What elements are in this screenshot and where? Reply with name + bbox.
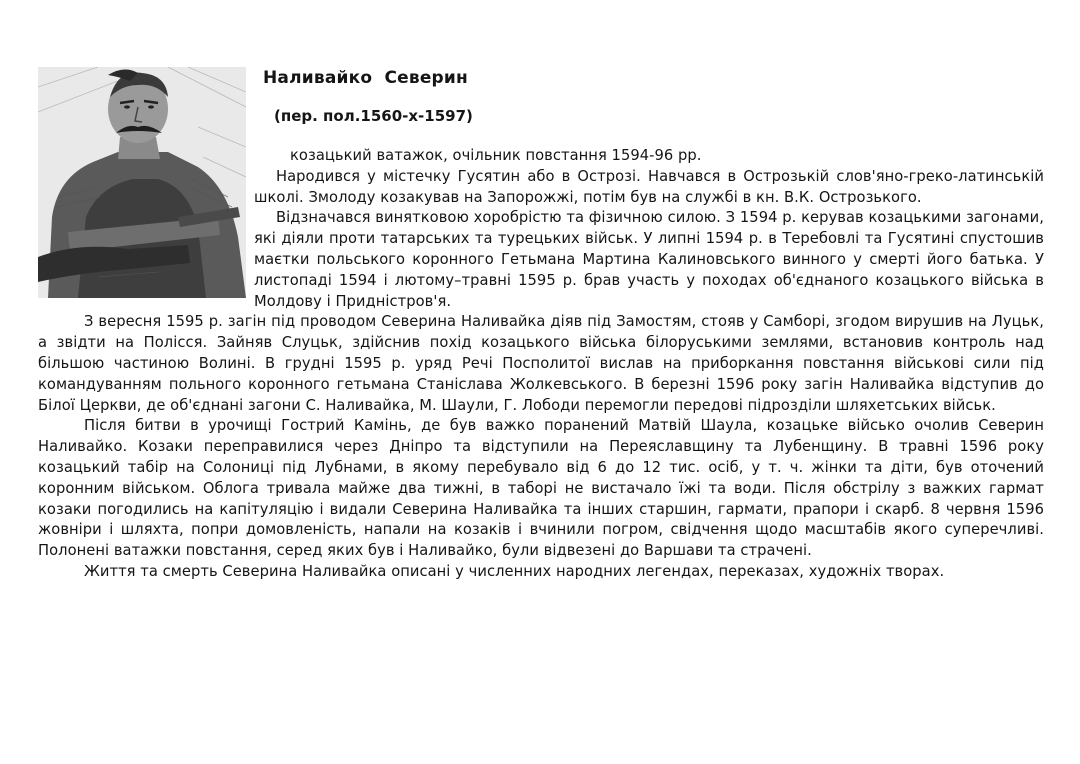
portrait-spacer [38, 146, 254, 307]
paragraph-campaign-1595: З вересня 1595 р. загін під проводом Северина Наливайка діяв під Замостям, стояв у Самборі, згодом вирушив на Луцьк, а звідти на Полісся. Зайняв Слуцьк, здійснив похід козацького війська білоруськими землями, встановив контроль над більшою частиною Волині. В грудні 1595 р. уряд Речі Посполитої вислав на приборкання повстання військові сили під командуванням польного коронного гетьмана Станіслава Жолкевського. В березні 1596 року загін Наливайка відступив до Білої Церкви, де об'єднані загони С. Наливайка, М. Шаули, Г. Лободи перемогли передові підрозділи шляхетських військ. [38, 313, 1044, 414]
paragraph-birth: Народився у містечку Гусятин або в Острозі. Навчався в Острозькій слов'яно-греко-латинській школі. Змолоду козакував на Запорожжі, потім був на службі в кн. В.К. Острозького. [254, 167, 1044, 206]
page-title: Наливайко Северин [263, 68, 468, 88]
article-body [38, 146, 1044, 583]
paragraph-bravery: Відзначався винятковою хоробрістю та фізичною силою. З 1594 р. керував козацькими загонами, які діяли проти татарських та турецьких військ. У липні 1594 р. в Теребовлі та Гусятині спустошив маєтки польського коронного Гетьмана Мартина Калиновського винного у смерті його батька. У листопаді 1594 і лютому–травні 1595 р. брав участь у походах об'єднаного козацького війська в Молдову і Придністров'я. [254, 209, 1044, 310]
life-dates: (пер. пол.1560-х-1597) [274, 107, 473, 125]
paragraph-legacy: Життя та смерть Северина Наливайка описані у численних народних легендах, переказах, художніх творах. [84, 562, 945, 580]
paragraph-solonytsia: Після битви в урочищі Гострий Камінь, де був важко поранений Матвій Шаула, козацьке військо очолив Северин Наливайко. Козаки переправилися через Дніпро та відступили на Переяславщину та Лубенщину. В травні 1596 року козацький табір на Солониці під Лубнами, в якому перебувало від 6 до 12 тис. осіб, у т. ч. жінки та діти, був оточений коронним військом. Облога тривала майже два тижні, в таборі не вистачало їжі та води. Після обстрілу з важких гармат козаки погодились на капітуляцію і видали Северина Наливайка та інших старшин, гармати, прапори і скарб. 8 червня 1596 жовніри і шляхта, попри домовленість, напали на козаків і вчинили погром, свідчення щодо масштабів якого суперечливі. Полонені ватажки повстання, серед яких був і Наливайко, були відвезені до Варшави та страчені. [38, 417, 1044, 560]
paragraph-intro: козацький ватажок, очільник повстання 1594-96 рр. [290, 147, 702, 164]
